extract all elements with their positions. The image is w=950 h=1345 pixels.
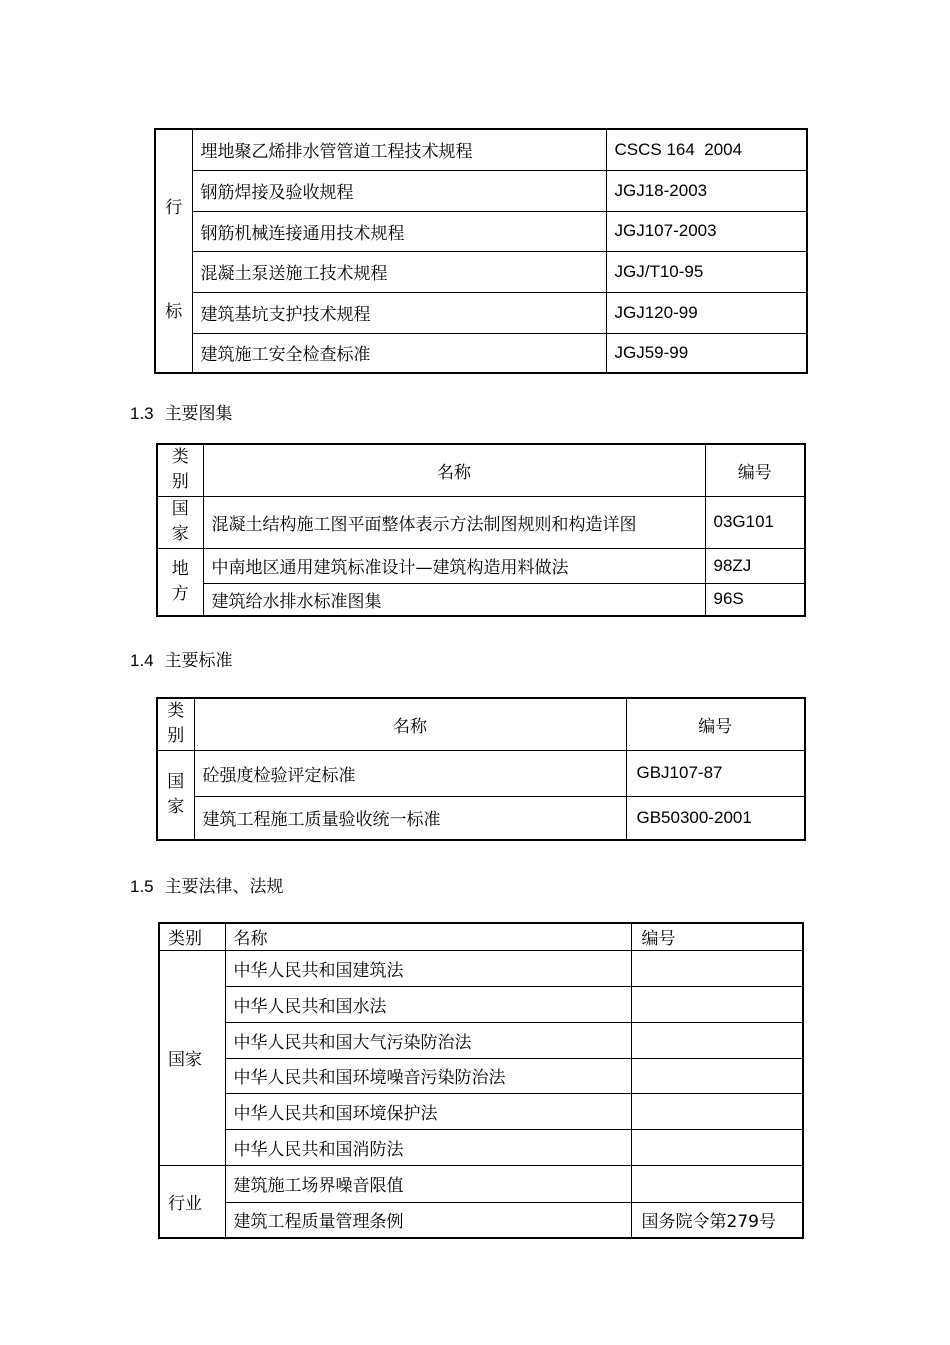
standard-name: 钢筋焊接及验收规程 <box>192 170 606 211</box>
standard-name: 混凝土泵送施工技术规程 <box>192 251 606 292</box>
header-code: 编号 <box>705 444 805 496</box>
standards-table <box>156 697 806 841</box>
category-cell <box>155 129 192 373</box>
atlas-name: 中南地区通用建筑标准设计—建筑构造用料做法 <box>203 548 705 583</box>
industry-standards-table <box>154 128 808 374</box>
law-name: 中华人民共和国大气污染防治法 <box>225 1022 631 1058</box>
law-code <box>631 1129 803 1165</box>
law-code: 国务院令第279号 <box>631 1202 803 1238</box>
standard-code: JGJ18-2003 <box>606 170 807 211</box>
law-name: 中华人民共和国环境保护法 <box>225 1093 631 1129</box>
law-name: 中华人民共和国建筑法 <box>225 950 631 986</box>
standard-code: JGJ107-2003 <box>606 211 807 251</box>
law-code <box>631 1165 803 1202</box>
law-name: 建筑施工场界噪音限值 <box>225 1165 631 1202</box>
atlas-name: 混凝土结构施工图平面整体表示方法制图规则和构造详图 <box>203 496 705 548</box>
section-title: 主要法律、法规 <box>164 877 284 897</box>
standard-code: JGJ59-99 <box>606 333 807 373</box>
header-name: 名称 <box>225 923 631 950</box>
standard-code: GBJ107-87 <box>626 750 805 796</box>
section-heading-1-5 <box>130 872 283 897</box>
law-code <box>631 986 803 1022</box>
section-number: 1.4 <box>130 651 154 670</box>
header-name: 名称 <box>203 444 705 496</box>
law-code <box>631 1093 803 1129</box>
standard-name: 建筑工程施工质量验收统一标准 <box>194 796 626 840</box>
laws-table <box>158 922 804 1239</box>
law-name: 中华人民共和国环境噪音污染防治法 <box>225 1058 631 1093</box>
category-cell: 国 家 <box>157 496 203 548</box>
law-code <box>631 1022 803 1058</box>
standard-name: 建筑施工安全检查标准 <box>192 333 606 373</box>
header-category: 类 别 <box>157 698 194 750</box>
category-char: 行 <box>165 198 183 218</box>
section-heading-1-4 <box>130 646 232 671</box>
section-number: 1.5 <box>130 877 154 896</box>
atlas-code: 96S <box>705 583 805 616</box>
category-cell: 行业 <box>159 1165 225 1238</box>
standard-code: CSCS 164 2004 <box>606 129 807 170</box>
standard-code: JGJ120-99 <box>606 292 807 333</box>
section-title: 主要标准 <box>164 651 233 671</box>
atlas-name: 建筑给水排水标准图集 <box>203 583 705 616</box>
category-cell: 国家 <box>159 950 225 1165</box>
header-category: 类别 <box>159 923 225 950</box>
law-name: 中华人民共和国水法 <box>225 986 631 1022</box>
law-name: 建筑工程质量管理条例 <box>225 1202 631 1238</box>
header-name: 名称 <box>194 698 626 750</box>
header-code: 编号 <box>631 923 803 950</box>
standard-name: 建筑基坑支护技术规程 <box>192 292 606 333</box>
standard-name: 埋地聚乙烯排水管管道工程技术规程 <box>192 129 606 170</box>
header-category: 类 别 <box>157 444 203 496</box>
standard-code: JGJ/T10-95 <box>606 251 807 292</box>
law-code <box>631 950 803 986</box>
atlas-table <box>156 443 806 617</box>
standard-code: GB50300-2001 <box>626 796 805 840</box>
standard-name: 砼强度检验评定标准 <box>194 750 626 796</box>
standard-name: 钢筋机械连接通用技术规程 <box>192 211 606 251</box>
category-cell: 国 家 <box>157 750 194 840</box>
atlas-code: 03G101 <box>705 496 805 548</box>
law-name: 中华人民共和国消防法 <box>225 1129 631 1165</box>
atlas-code: 98ZJ <box>705 548 805 583</box>
section-number: 1.3 <box>130 404 154 423</box>
section-heading-1-3 <box>130 399 232 424</box>
law-code <box>631 1058 803 1093</box>
section-title: 主要图集 <box>164 404 233 424</box>
category-char: 标 <box>165 302 183 322</box>
header-code: 编号 <box>626 698 805 750</box>
category-cell: 地 方 <box>157 548 203 616</box>
